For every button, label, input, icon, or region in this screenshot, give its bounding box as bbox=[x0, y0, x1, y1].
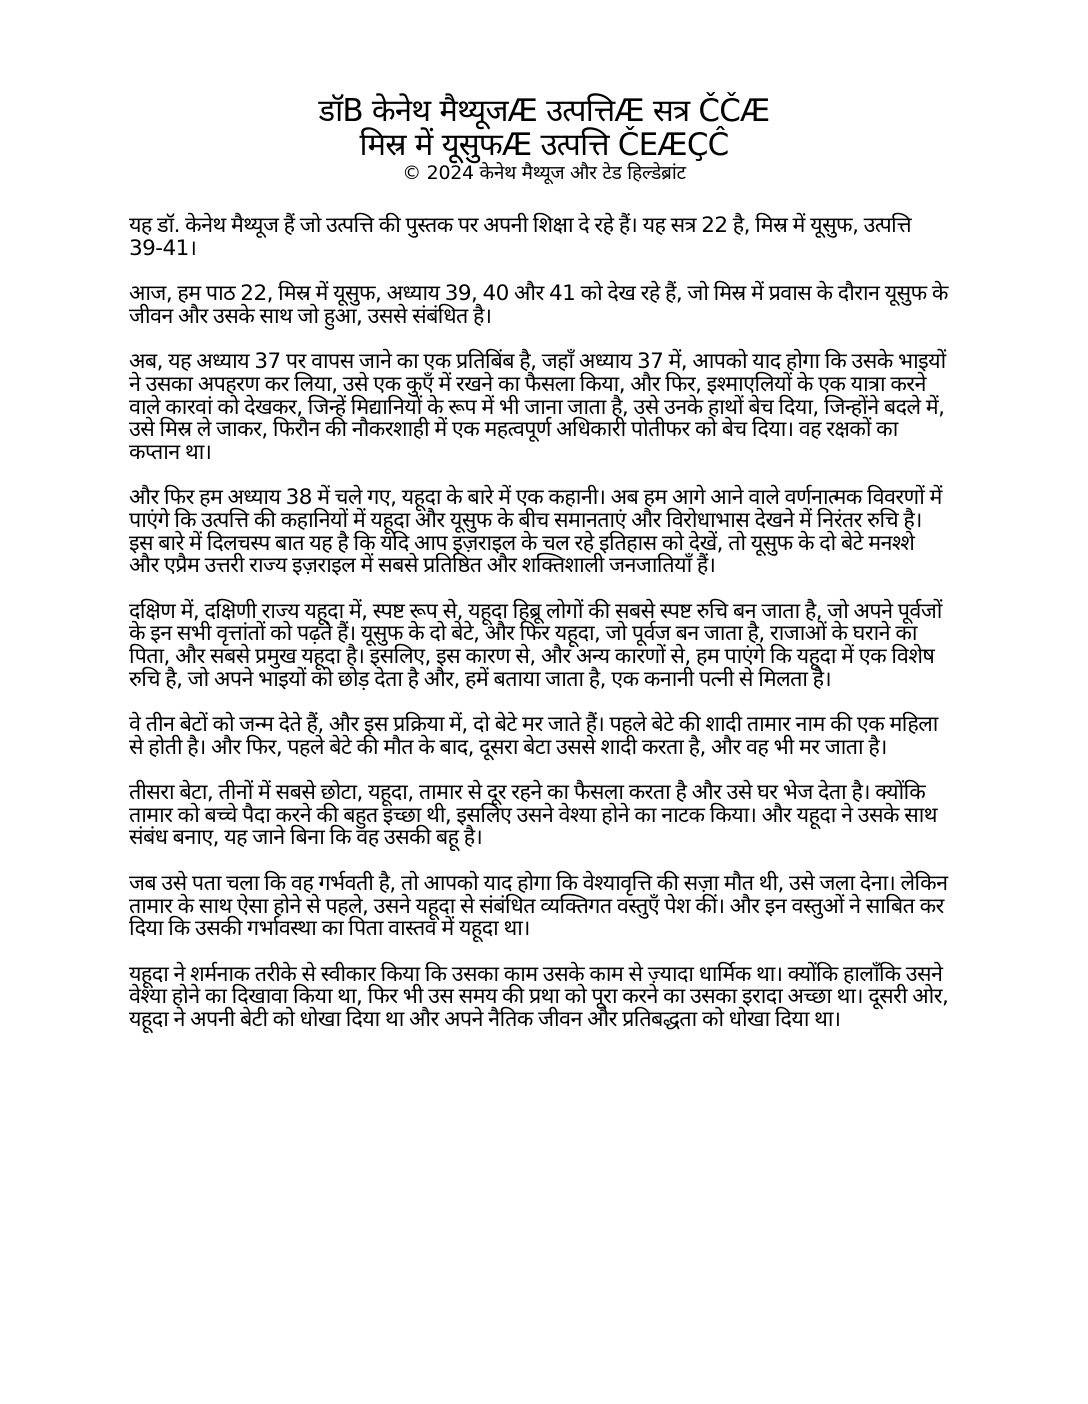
paragraph-9: यहूदा ने शर्मनाक तरीके से स्वीकार किया कि उसका काम उसके काम से ज़्यादा धार्मिक था। क्योंकि हालाँकि उसने वेश्या होने का दिखावा किया था, फिर भी उस समय की प्रथा को पूरा करने का उसका इरादा अच्छा था। दूसरी ओर, यहूदा ने अपनी बेटी को धोखा दिया था और अपने नैतिक जीवन और प्रतिबद्धता को धोखा दिया था। bbox=[129, 961, 949, 1033]
paragraph-8: जब उसे पता चला कि वह गर्भवती है, तो आपको याद होगा कि वेश्यावृत्ति की सज़ा मौत थी, उसे जला देना। लेकिन तामार के साथ ऐसा होने से पहले, उसने यहूदा से संबंधित व्यक्तिगत वस्तुएँ पेश कीं। और इन वस्तुओं ने साबित कर दिया कि उसकी गर्भावस्था का पिता वास्तव में यहूदा था। bbox=[129, 871, 948, 942]
paragraph-7: तीसरा बेटा, तीनों में सबसे छोटा, यहूदा, तामार से दूर रहने का फैसला करता है और उसे घर भेज देता है। क्योंकि तामार को बच्चे पैदा करने की बहुत इच्छा थी, इसलिए उसने वेश्या होने का नाटक किया। और यहूदा ने उसके साथ संबंध बनाए, यह जाने बिना कि वह उसकी बहू है। bbox=[129, 780, 937, 851]
paragraph-2: आज, हम पाठ 22, मिस्र में यूसुफ, अध्याय 39, 40 और 41 को देख रहे हैं, जो मिस्र में प्रवास के दौरान यूसुफ के जीवन और उसके साथ जो हुआ, उससे संबंधित है। bbox=[129, 281, 948, 329]
page-title-line-1: डॉB केनेथ मैथ्यूजÆ उत्पत्तिÆ सत्र ČČÆ bbox=[318, 93, 770, 129]
paragraph-1: यह डॉ. केनेथ मैथ्यूज हैं जो उत्पत्ति की पुस्तक पर अपनी शिक्षा दे रहे हैं। यह सत्र 22 है, मिस्र में यूसुफ, उत्पत्ति 39-41। bbox=[129, 213, 912, 261]
copyright-notice: © 2024 केनेथ मैथ्यूज और टेड हिल्डेब्रांट bbox=[402, 162, 686, 184]
paragraph-3: अब, यह अध्याय 37 पर वापस जाने का एक प्रतिबिंब है, जहाँ अध्याय 37 में, आपको याद होगा कि उसके भाइयों ने उसका अपहरण कर लिया, उसे एक कुएँ में रखने का फैसला किया, और फिर, इश्माएलियों के एक यात्रा करने वाले कारवां को देखकर, जिन्हें मिद्यानियों के रूप में भी जाना जाता है, उसे उनके हाथों बेच दिया, जिन्होंने बदले में, उसे मिस्र ले जाकर, फिरौन की नौकरशाही में एक महत्वपूर्ण अधिकारी पोतीफर को बेच दिया। वह रक्षकों का कप्तान था। bbox=[129, 349, 946, 465]
paragraph-4: और फिर हम अध्याय 38 में चले गए, यहूदा के बारे में एक कहानी। अब हम आगे आने वाले वर्णनात्मक विवरणों में पाएंगे कि उत्पत्ति की कहानियों में यहूदा और यूसुफ के बीच समानताएं और विरोधाभास देखने में निरंतर रुचि है। इस बारे में दिलचस्प बात यह है कि यदि आप इज़राइल के चल रहे इतिहास को देखें, तो यूसुफ के दो बेटे मनश्शे और एप्रैम उत्तरी राज्य इज़राइल में सबसे प्रतिष्ठित और शक्तिशाली जनजातियाँ हैं। bbox=[129, 485, 942, 579]
page-title-line-2: मिस्र में यूसुफÆ उत्पत्ति ČEÆÇĈ bbox=[359, 127, 729, 163]
paragraph-5: दक्षिण में, दक्षिणी राज्य यहूदा में, स्पष्ट रूप से, यहूदा हिब्रू लोगों की सबसे स्पष्ट रुचि बन जाता है, जो अपने पूर्वजों के इन सभी वृत्तांतों को पढ़ते हैं। यूसुफ के दो बेटे, और फिर यहूदा, जो पूर्वज बन जाता है, राजाओं के घराने का पिता, और सबसे प्रमुख यहूदा है। इसलिए, इस कारण से, और अन्य कारणों से, हम पाएंगे कि यहूदा में एक विशेष रुचि है, जो अपने भाइयों को छोड़ देता है और, हमें बताया जाता है, एक कनानी पत्नी से मिलता है। bbox=[129, 598, 942, 692]
title-block bbox=[0, 94, 1088, 184]
paragraph-6: वे तीन बेटों को जन्म देते हैं, और इस प्रक्रिया में, दो बेटे मर जाते हैं। पहले बेटे की शादी तामार नाम की एक महिला से होती है। और फिर, पहले बेटे की मौत के बाद, दूसरा बेटा उससे शादी करता है, और वह भी मर जाता है। bbox=[129, 712, 938, 760]
body-text bbox=[129, 215, 949, 1055]
